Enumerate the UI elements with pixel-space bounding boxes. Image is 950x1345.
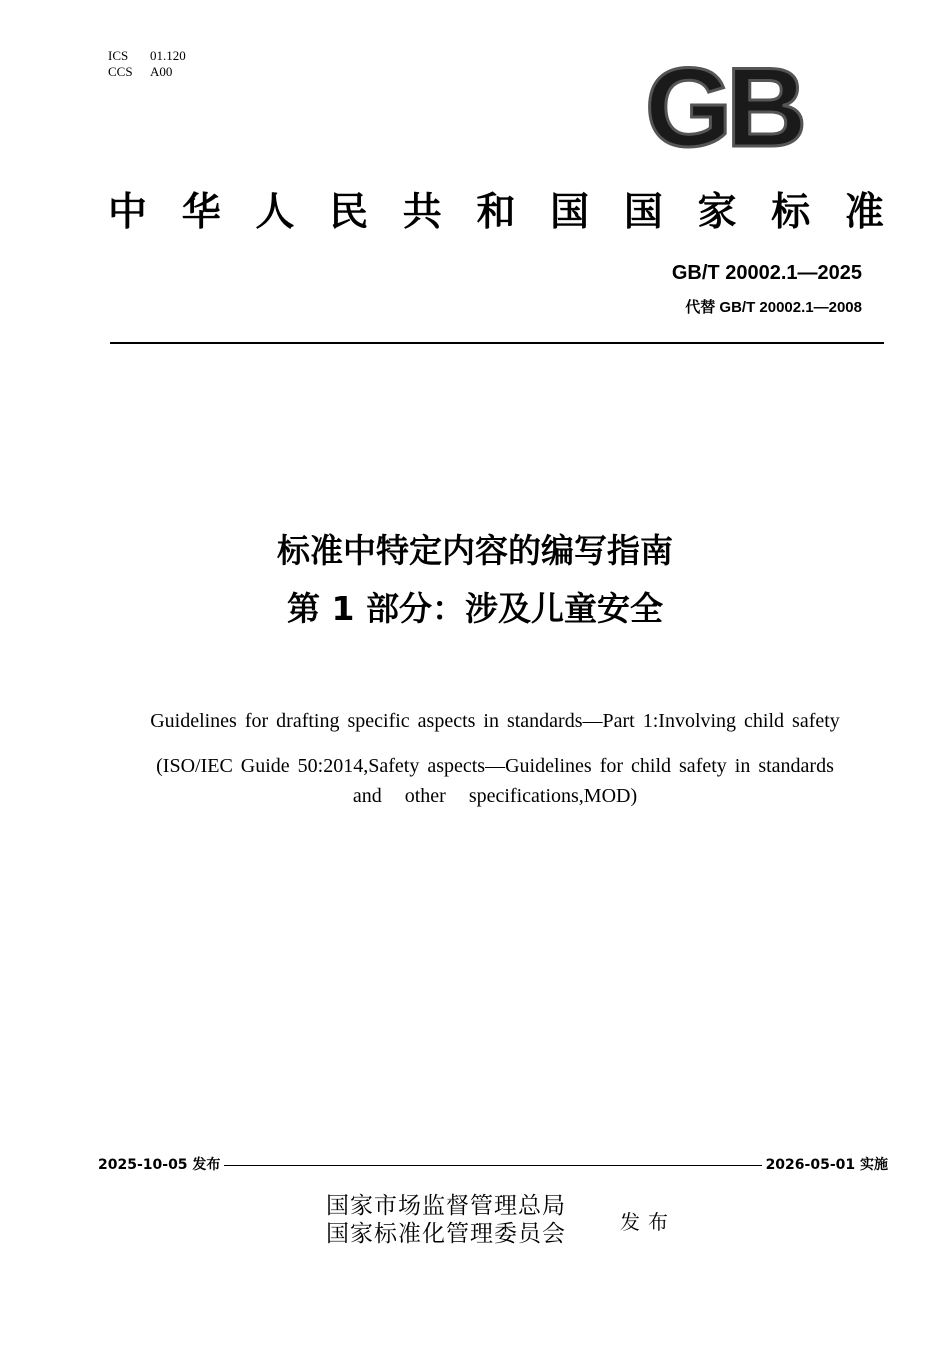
title-char: 中 [108, 189, 148, 235]
issue-date: 2025-10-05 发布 [98, 1154, 224, 1174]
title-char: 和 [476, 189, 516, 235]
title-char: 国 [550, 189, 590, 235]
title-char: 民 [329, 189, 369, 235]
classification-block [108, 48, 186, 80]
title-char: 家 [697, 189, 737, 235]
ics-label: ICS [108, 48, 129, 63]
document-title-cn-line2: 第 1 部分：涉及儿童安全 [287, 589, 663, 628]
document-title-en: Guidelines for drafting specific aspects in standards—Part 1:Involving child safety [150, 710, 840, 732]
source-standard-line2: and other specifications,MOD) [352, 785, 638, 807]
publish-label: 发布 [620, 1210, 676, 1234]
standard-category-title [108, 186, 884, 238]
issuer-samr: 国家市场监督管理总局 [326, 1193, 566, 1219]
title-char: 准 [844, 189, 884, 235]
header-divider [110, 342, 884, 344]
ics-row [108, 48, 186, 64]
title-char: 华 [181, 189, 221, 235]
replaces-standard: 代替 GB/T 20002.1—2008 [685, 299, 862, 316]
document-title-cn-line1: 标准中特定内容的编写指南 [277, 531, 673, 570]
implementation-date: 2026-05-01 实施 [762, 1154, 888, 1174]
source-standard-line1: (ISO/IEC Guide 50:2014,Safety aspects—Guidelines for child safety in standards [156, 755, 834, 777]
gb-logo-text: GB [645, 56, 801, 156]
title-char: 人 [255, 189, 295, 235]
ics-value: 01.120 [150, 48, 186, 63]
title-char: 标 [771, 189, 811, 235]
gb-logo [628, 56, 818, 156]
gb-logo-icon [628, 56, 818, 156]
standard-code: GB/T 20002.1—2025 [671, 262, 862, 284]
title-char: 国 [623, 189, 663, 235]
issuer-sac: 国家标准化管理委员会 [326, 1221, 566, 1247]
ccs-value: A00 [150, 64, 173, 79]
title-char: 共 [402, 189, 442, 235]
ccs-label: CCS [108, 64, 133, 79]
ccs-row [108, 64, 186, 80]
